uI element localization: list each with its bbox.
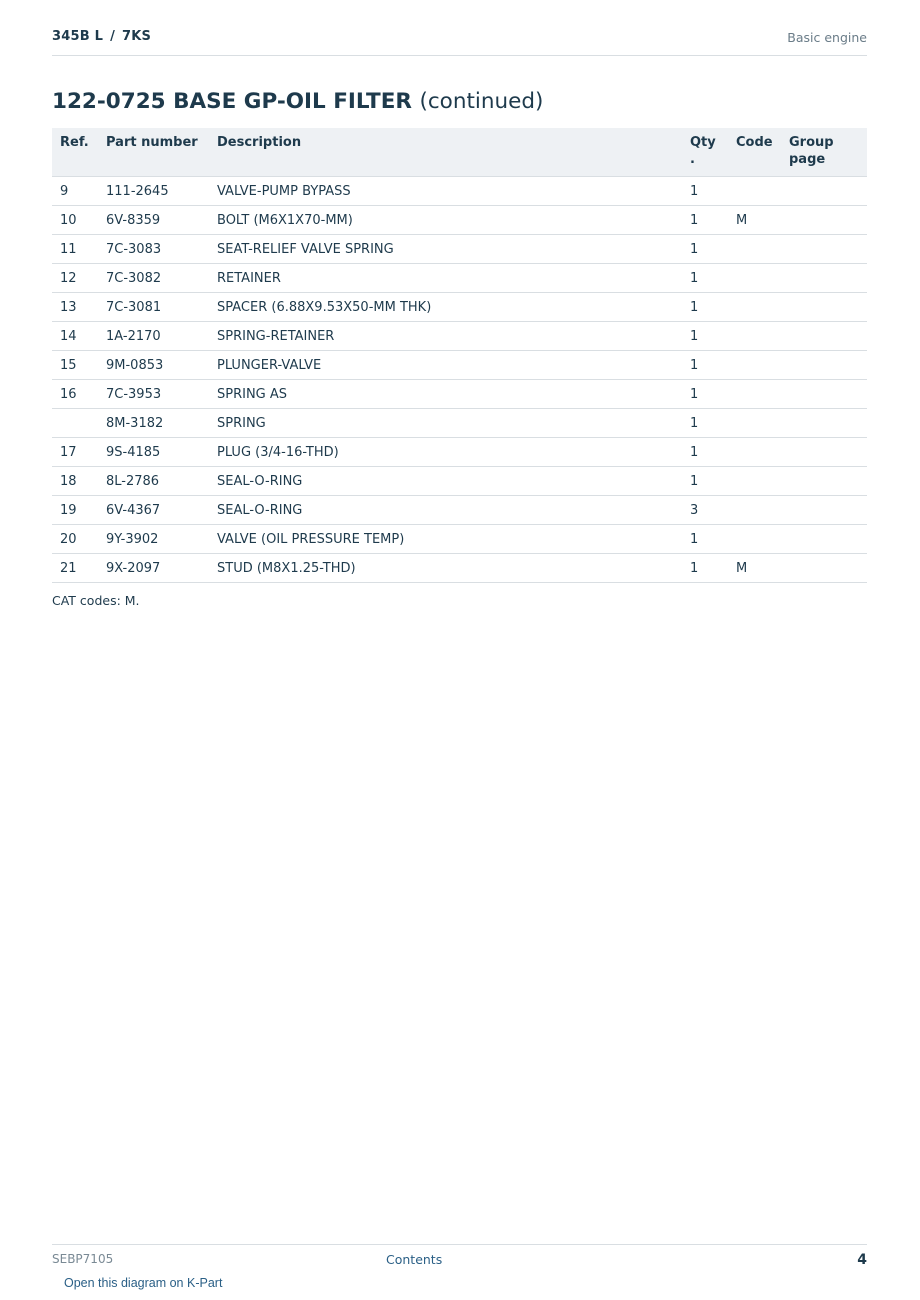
title-continued: (continued) [419,89,544,114]
cell-qty: 1 [682,206,728,235]
table-row [52,525,867,554]
cell-part-number: 7C-3083 [98,235,209,264]
document-id: SEBP7105 [52,1252,114,1266]
col-header-part-number: Part number [98,128,209,177]
cell-part-number: 8M-3182 [98,409,209,438]
cell-group-page [781,264,867,293]
cell-part-number: 9Y-3902 [98,525,209,554]
cell-ref: 21 [52,554,98,583]
table-row [52,409,867,438]
cell-description: PLUNGER-VALVE [209,351,682,380]
open-kpart-link[interactable]: Open this diagram on K-Part [64,1276,223,1290]
cell-part-number: 6V-8359 [98,206,209,235]
page-number: 4 [857,1252,867,1268]
cell-code: M [728,206,781,235]
page-header [52,29,867,56]
cell-part-number: 111-2645 [98,177,209,206]
table-row [52,380,867,409]
cell-part-number: 7C-3081 [98,293,209,322]
cell-part-number: 7C-3082 [98,264,209,293]
cell-group-page [781,554,867,583]
cell-ref: 16 [52,380,98,409]
cell-ref: 17 [52,438,98,467]
table-row [52,264,867,293]
cell-qty: 3 [682,496,728,525]
table-row [52,293,867,322]
cell-code [728,525,781,554]
table-row [52,496,867,525]
cell-qty: 1 [682,467,728,496]
table-row [52,467,867,496]
cell-group-page [781,206,867,235]
cell-group-page [781,525,867,554]
cell-ref: 13 [52,293,98,322]
page-title [52,89,543,114]
cell-code [728,496,781,525]
cell-group-page [781,351,867,380]
cell-ref: 14 [52,322,98,351]
cell-description: VALVE-PUMP BYPASS [209,177,682,206]
cell-group-page [781,235,867,264]
cell-ref: 10 [52,206,98,235]
cell-description: BOLT (M6X1X70-MM) [209,206,682,235]
cell-qty: 1 [682,293,728,322]
cell-ref: 19 [52,496,98,525]
cell-ref [52,409,98,438]
cell-code [728,409,781,438]
cell-description: SEAL-O-RING [209,496,682,525]
cell-part-number: 7C-3953 [98,380,209,409]
cell-code [728,380,781,409]
cell-ref: 11 [52,235,98,264]
cell-description: PLUG (3/4-16-THD) [209,438,682,467]
cell-description: SPRING [209,409,682,438]
col-header-code: Code [728,128,781,177]
cell-qty: 1 [682,322,728,351]
cell-qty: 1 [682,554,728,583]
cell-code [728,264,781,293]
cell-qty: 1 [682,235,728,264]
cell-ref: 12 [52,264,98,293]
cell-group-page [781,380,867,409]
col-header-group-page: Group page [781,128,867,177]
cell-qty: 1 [682,438,728,467]
cell-qty: 1 [682,177,728,206]
table-row [52,235,867,264]
table-row [52,322,867,351]
table-row [52,177,867,206]
model-breadcrumb [52,29,151,44]
cell-part-number: 8L-2786 [98,467,209,496]
cell-part-number: 6V-4367 [98,496,209,525]
serial-prefix: 7KS [122,29,152,44]
cell-group-page [781,293,867,322]
col-header-description: Description [209,128,682,177]
model-name: 345B L [52,29,104,44]
cell-part-number: 9M-0853 [98,351,209,380]
cell-group-page [781,409,867,438]
cell-part-number: 9S-4185 [98,438,209,467]
cell-qty: 1 [682,351,728,380]
cell-code: M [728,554,781,583]
cell-description: STUD (M8X1.25-THD) [209,554,682,583]
cell-ref: 15 [52,351,98,380]
table-row [52,206,867,235]
cell-group-page [781,438,867,467]
cell-group-page [781,322,867,351]
cell-code [728,467,781,496]
cell-code [728,177,781,206]
cell-code [728,293,781,322]
parts-table-body [52,177,867,583]
cell-description: RETAINER [209,264,682,293]
cell-ref: 9 [52,177,98,206]
group-title: 122-0725 BASE GP-OIL FILTER [52,89,412,114]
cell-qty: 1 [682,264,728,293]
cell-description: SPACER (6.88X9.53X50-MM THK) [209,293,682,322]
cell-qty: 1 [682,380,728,409]
cell-qty: 1 [682,409,728,438]
cell-description: SPRING AS [209,380,682,409]
cell-group-page [781,496,867,525]
cell-part-number: 1A-2170 [98,322,209,351]
breadcrumb-separator: / [110,29,116,44]
cell-description: SEAT-RELIEF VALVE SPRING [209,235,682,264]
table-row [52,438,867,467]
cell-description: VALVE (OIL PRESSURE TEMP) [209,525,682,554]
cat-codes-note: CAT codes: M. [52,593,140,608]
cell-code [728,351,781,380]
cell-code [728,438,781,467]
cell-ref: 20 [52,525,98,554]
cell-group-page [781,177,867,206]
section-name: Basic engine [787,30,867,45]
table-row [52,554,867,583]
cell-group-page [781,467,867,496]
cell-qty: 1 [682,525,728,554]
cell-code [728,322,781,351]
cell-part-number: 9X-2097 [98,554,209,583]
cell-description: SEAL-O-RING [209,467,682,496]
cell-code [728,235,781,264]
contents-link[interactable]: Contents [386,1252,443,1267]
col-header-ref: Ref. [52,128,98,177]
cell-ref: 18 [52,467,98,496]
cell-description: SPRING-RETAINER [209,322,682,351]
table-row [52,351,867,380]
footer-divider [52,1244,867,1245]
parts-table [52,128,867,583]
col-header-qty: Qty . [682,128,728,177]
table-header-row [52,128,867,177]
